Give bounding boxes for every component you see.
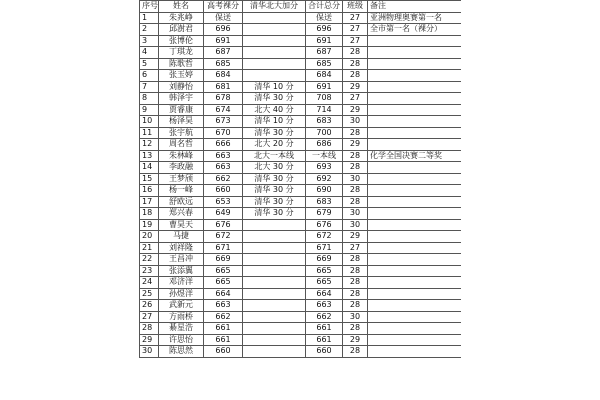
cell-class: 28 bbox=[343, 150, 368, 162]
cell-class: 28 bbox=[343, 162, 368, 174]
cell-name: 朱兆峥 bbox=[159, 12, 204, 24]
cell-name: 王昌冲 bbox=[159, 254, 204, 266]
table-row bbox=[140, 104, 462, 116]
cell-note bbox=[368, 104, 462, 116]
cell-note bbox=[368, 70, 462, 82]
cell-total: 679 bbox=[306, 208, 343, 220]
cell-score: 685 bbox=[204, 58, 243, 70]
cell-score: 670 bbox=[204, 127, 243, 139]
cell-seq: 1 bbox=[140, 12, 159, 24]
cell-bonus: 北大 20 分 bbox=[243, 139, 306, 151]
cell-total: 714 bbox=[306, 104, 343, 116]
cell-note bbox=[368, 277, 462, 289]
cell-class: 27 bbox=[343, 93, 368, 105]
cell-class: 29 bbox=[343, 81, 368, 93]
cell-class: 29 bbox=[343, 334, 368, 346]
cell-name: 杨一峰 bbox=[159, 185, 204, 197]
cell-bonus: 清华 30 分 bbox=[243, 93, 306, 105]
cell-total: 708 bbox=[306, 93, 343, 105]
table-row bbox=[140, 58, 462, 70]
cell-note bbox=[368, 127, 462, 139]
header-name: 姓名 bbox=[159, 1, 204, 13]
cell-class: 28 bbox=[343, 323, 368, 335]
table-row bbox=[140, 288, 462, 300]
table-row bbox=[140, 300, 462, 312]
cell-note bbox=[368, 219, 462, 231]
table-row bbox=[140, 35, 462, 47]
cell-class: 30 bbox=[343, 208, 368, 220]
table-row bbox=[140, 116, 462, 128]
cell-bonus bbox=[243, 288, 306, 300]
header-total: 合计总分 bbox=[306, 1, 343, 13]
cell-total: 671 bbox=[306, 242, 343, 254]
table-row bbox=[140, 162, 462, 174]
cell-name: 马捷 bbox=[159, 231, 204, 243]
cell-score: 649 bbox=[204, 208, 243, 220]
cell-total: 685 bbox=[306, 58, 343, 70]
cell-total: 690 bbox=[306, 185, 343, 197]
cell-total: 664 bbox=[306, 288, 343, 300]
cell-seq: 3 bbox=[140, 35, 159, 47]
cell-score: 669 bbox=[204, 254, 243, 266]
cell-seq: 5 bbox=[140, 58, 159, 70]
table-row bbox=[140, 323, 462, 335]
cell-name: 方雨桥 bbox=[159, 311, 204, 323]
cell-score: 保送 bbox=[204, 12, 243, 24]
cell-score: 671 bbox=[204, 242, 243, 254]
cell-seq: 26 bbox=[140, 300, 159, 312]
cell-seq: 29 bbox=[140, 334, 159, 346]
cell-seq: 22 bbox=[140, 254, 159, 266]
cell-name: 韩泽宇 bbox=[159, 93, 204, 105]
table-row bbox=[140, 127, 462, 139]
cell-class: 28 bbox=[343, 265, 368, 277]
table-row bbox=[140, 185, 462, 197]
cell-seq: 23 bbox=[140, 265, 159, 277]
cell-score: 678 bbox=[204, 93, 243, 105]
cell-name: 张添翼 bbox=[159, 265, 204, 277]
cell-class: 27 bbox=[343, 12, 368, 24]
cell-bonus bbox=[243, 47, 306, 59]
cell-seq: 8 bbox=[140, 93, 159, 105]
cell-score: 672 bbox=[204, 231, 243, 243]
table-row bbox=[140, 12, 462, 24]
cell-bonus bbox=[243, 300, 306, 312]
cell-score: 673 bbox=[204, 116, 243, 128]
cell-note bbox=[368, 116, 462, 128]
cell-bonus bbox=[243, 219, 306, 231]
cell-class: 29 bbox=[343, 231, 368, 243]
table-row bbox=[140, 81, 462, 93]
cell-seq: 12 bbox=[140, 139, 159, 151]
cell-score: 691 bbox=[204, 35, 243, 47]
cell-score: 663 bbox=[204, 150, 243, 162]
cell-note: 化学全国决赛二等奖 bbox=[368, 150, 462, 162]
cell-bonus bbox=[243, 311, 306, 323]
table-row bbox=[140, 254, 462, 266]
table-row bbox=[140, 334, 462, 346]
score-table-sheet bbox=[139, 0, 461, 400]
cell-seq: 27 bbox=[140, 311, 159, 323]
cell-name: 邱澍君 bbox=[159, 24, 204, 36]
cell-seq: 20 bbox=[140, 231, 159, 243]
cell-bonus bbox=[243, 277, 306, 289]
cell-name: 曹昊天 bbox=[159, 219, 204, 231]
cell-score: 660 bbox=[204, 346, 243, 358]
cell-class: 29 bbox=[343, 104, 368, 116]
header-note: 备注 bbox=[368, 1, 462, 13]
cell-total: 665 bbox=[306, 265, 343, 277]
cell-seq: 18 bbox=[140, 208, 159, 220]
cell-bonus: 清华 30 分 bbox=[243, 173, 306, 185]
cell-bonus bbox=[243, 35, 306, 47]
cell-bonus: 清华 30 分 bbox=[243, 185, 306, 197]
cell-note bbox=[368, 265, 462, 277]
cell-score: 681 bbox=[204, 81, 243, 93]
header-row bbox=[140, 1, 462, 13]
cell-class: 30 bbox=[343, 219, 368, 231]
cell-name: 王梦颀 bbox=[159, 173, 204, 185]
cell-seq: 24 bbox=[140, 277, 159, 289]
cell-seq: 4 bbox=[140, 47, 159, 59]
cell-class: 28 bbox=[343, 288, 368, 300]
cell-note bbox=[368, 242, 462, 254]
cell-note bbox=[368, 311, 462, 323]
cell-name: 杨泽昊 bbox=[159, 116, 204, 128]
cell-note bbox=[368, 47, 462, 59]
cell-total: 684 bbox=[306, 70, 343, 82]
cell-seq: 21 bbox=[140, 242, 159, 254]
table-row bbox=[140, 150, 462, 162]
cell-name: 舒欧远 bbox=[159, 196, 204, 208]
cell-name: 张玉婷 bbox=[159, 70, 204, 82]
cell-name: 陈歌哲 bbox=[159, 58, 204, 70]
cell-name: 陈思然 bbox=[159, 346, 204, 358]
cell-class: 27 bbox=[343, 35, 368, 47]
cell-name: 郑兴春 bbox=[159, 208, 204, 220]
cell-bonus bbox=[243, 254, 306, 266]
cell-seq: 10 bbox=[140, 116, 159, 128]
cell-total: 692 bbox=[306, 173, 343, 185]
cell-note bbox=[368, 139, 462, 151]
cell-seq: 14 bbox=[140, 162, 159, 174]
cell-note: 全市第一名（裸分） bbox=[368, 24, 462, 36]
cell-score: 663 bbox=[204, 300, 243, 312]
cell-note bbox=[368, 58, 462, 70]
cell-score: 684 bbox=[204, 70, 243, 82]
cell-bonus bbox=[243, 265, 306, 277]
cell-note bbox=[368, 288, 462, 300]
table-row bbox=[140, 208, 462, 220]
cell-note bbox=[368, 346, 462, 358]
cell-class: 30 bbox=[343, 173, 368, 185]
cell-score: 662 bbox=[204, 311, 243, 323]
table-row bbox=[140, 277, 462, 289]
cell-total: 691 bbox=[306, 35, 343, 47]
header-score: 高考裸分 bbox=[204, 1, 243, 13]
cell-bonus: 北大 30 分 bbox=[243, 162, 306, 174]
cell-bonus: 北大 40 分 bbox=[243, 104, 306, 116]
cell-score: 664 bbox=[204, 288, 243, 300]
cell-class: 28 bbox=[343, 346, 368, 358]
table-row bbox=[140, 311, 462, 323]
cell-score: 676 bbox=[204, 219, 243, 231]
table-row bbox=[140, 242, 462, 254]
cell-class: 30 bbox=[343, 311, 368, 323]
cell-score: 663 bbox=[204, 162, 243, 174]
cell-seq: 28 bbox=[140, 323, 159, 335]
cell-total: 一本线 bbox=[306, 150, 343, 162]
cell-class: 28 bbox=[343, 254, 368, 266]
cell-score: 665 bbox=[204, 277, 243, 289]
cell-name: 许思怡 bbox=[159, 334, 204, 346]
cell-class: 27 bbox=[343, 24, 368, 36]
cell-total: 676 bbox=[306, 219, 343, 231]
cell-total: 662 bbox=[306, 311, 343, 323]
cell-total: 665 bbox=[306, 277, 343, 289]
table-row bbox=[140, 139, 462, 151]
cell-name: 张博伦 bbox=[159, 35, 204, 47]
cell-score: 661 bbox=[204, 334, 243, 346]
cell-seq: 9 bbox=[140, 104, 159, 116]
cell-note bbox=[368, 254, 462, 266]
cell-total: 661 bbox=[306, 323, 343, 335]
cell-note bbox=[368, 300, 462, 312]
cell-note bbox=[368, 323, 462, 335]
cell-class: 28 bbox=[343, 277, 368, 289]
table-row bbox=[140, 47, 462, 59]
cell-name: 孙煜洋 bbox=[159, 288, 204, 300]
cell-note bbox=[368, 162, 462, 174]
cell-name: 张宇航 bbox=[159, 127, 204, 139]
cell-name: 邓济洋 bbox=[159, 277, 204, 289]
cell-bonus: 清华 30 分 bbox=[243, 196, 306, 208]
cell-bonus: 清华 10 分 bbox=[243, 81, 306, 93]
cell-bonus bbox=[243, 231, 306, 243]
score-table bbox=[139, 0, 461, 358]
cell-total: 683 bbox=[306, 196, 343, 208]
cell-seq: 25 bbox=[140, 288, 159, 300]
cell-total: 696 bbox=[306, 24, 343, 36]
cell-score: 661 bbox=[204, 323, 243, 335]
header-seq: 序号 bbox=[140, 1, 159, 13]
cell-bonus: 清华 30 分 bbox=[243, 208, 306, 220]
cell-bonus: 北大一本线 bbox=[243, 150, 306, 162]
table-row bbox=[140, 231, 462, 243]
cell-class: 28 bbox=[343, 127, 368, 139]
cell-note bbox=[368, 93, 462, 105]
header-bonus: 清华北大加分 bbox=[243, 1, 306, 13]
cell-name: 刘祥隆 bbox=[159, 242, 204, 254]
cell-seq: 6 bbox=[140, 70, 159, 82]
table-row bbox=[140, 196, 462, 208]
table-row bbox=[140, 265, 462, 277]
cell-bonus bbox=[243, 24, 306, 36]
cell-note bbox=[368, 173, 462, 185]
cell-seq: 17 bbox=[140, 196, 159, 208]
cell-total: 683 bbox=[306, 116, 343, 128]
header-class: 班级 bbox=[343, 1, 368, 13]
cell-score: 653 bbox=[204, 196, 243, 208]
cell-score: 696 bbox=[204, 24, 243, 36]
cell-total: 687 bbox=[306, 47, 343, 59]
table-row bbox=[140, 70, 462, 82]
cell-name: 武新元 bbox=[159, 300, 204, 312]
cell-seq: 11 bbox=[140, 127, 159, 139]
cell-name: 綦星浩 bbox=[159, 323, 204, 335]
cell-score: 662 bbox=[204, 173, 243, 185]
cell-class: 30 bbox=[343, 116, 368, 128]
cell-name: 朱林峰 bbox=[159, 150, 204, 162]
cell-class: 28 bbox=[343, 58, 368, 70]
cell-class: 28 bbox=[343, 70, 368, 82]
cell-note bbox=[368, 185, 462, 197]
cell-total: 660 bbox=[306, 346, 343, 358]
cell-seq: 19 bbox=[140, 219, 159, 231]
cell-class: 28 bbox=[343, 47, 368, 59]
cell-class: 28 bbox=[343, 185, 368, 197]
cell-score: 660 bbox=[204, 185, 243, 197]
cell-seq: 2 bbox=[140, 24, 159, 36]
table-body bbox=[140, 12, 462, 357]
cell-seq: 16 bbox=[140, 185, 159, 197]
cell-note: 亚洲物理奥赛第一名 bbox=[368, 12, 462, 24]
cell-total: 保送 bbox=[306, 12, 343, 24]
cell-seq: 15 bbox=[140, 173, 159, 185]
cell-bonus bbox=[243, 323, 306, 335]
cell-note bbox=[368, 81, 462, 93]
cell-total: 672 bbox=[306, 231, 343, 243]
table-row bbox=[140, 24, 462, 36]
cell-total: 686 bbox=[306, 139, 343, 151]
cell-seq: 7 bbox=[140, 81, 159, 93]
table-row bbox=[140, 93, 462, 105]
table-row bbox=[140, 173, 462, 185]
table-row bbox=[140, 346, 462, 358]
cell-bonus bbox=[243, 12, 306, 24]
cell-total: 663 bbox=[306, 300, 343, 312]
cell-class: 28 bbox=[343, 300, 368, 312]
cell-bonus bbox=[243, 334, 306, 346]
cell-note bbox=[368, 35, 462, 47]
cell-seq: 13 bbox=[140, 150, 159, 162]
cell-score: 666 bbox=[204, 139, 243, 151]
cell-name: 刘静怡 bbox=[159, 81, 204, 93]
cell-name: 贾睿康 bbox=[159, 104, 204, 116]
cell-class: 29 bbox=[343, 139, 368, 151]
cell-score: 674 bbox=[204, 104, 243, 116]
cell-score: 665 bbox=[204, 265, 243, 277]
table-row bbox=[140, 219, 462, 231]
cell-seq: 30 bbox=[140, 346, 159, 358]
cell-class: 27 bbox=[343, 242, 368, 254]
cell-total: 691 bbox=[306, 81, 343, 93]
cell-score: 687 bbox=[204, 47, 243, 59]
cell-note bbox=[368, 208, 462, 220]
cell-note bbox=[368, 196, 462, 208]
cell-bonus bbox=[243, 70, 306, 82]
cell-bonus: 清华 10 分 bbox=[243, 116, 306, 128]
cell-name: 丁琪龙 bbox=[159, 47, 204, 59]
cell-total: 661 bbox=[306, 334, 343, 346]
cell-name: 周名哲 bbox=[159, 139, 204, 151]
cell-total: 669 bbox=[306, 254, 343, 266]
cell-class: 28 bbox=[343, 196, 368, 208]
cell-name: 李政融 bbox=[159, 162, 204, 174]
cell-note bbox=[368, 334, 462, 346]
cell-bonus bbox=[243, 346, 306, 358]
cell-bonus bbox=[243, 58, 306, 70]
cell-bonus bbox=[243, 242, 306, 254]
cell-note bbox=[368, 231, 462, 243]
cell-bonus: 清华 30 分 bbox=[243, 127, 306, 139]
cell-total: 693 bbox=[306, 162, 343, 174]
cell-total: 700 bbox=[306, 127, 343, 139]
